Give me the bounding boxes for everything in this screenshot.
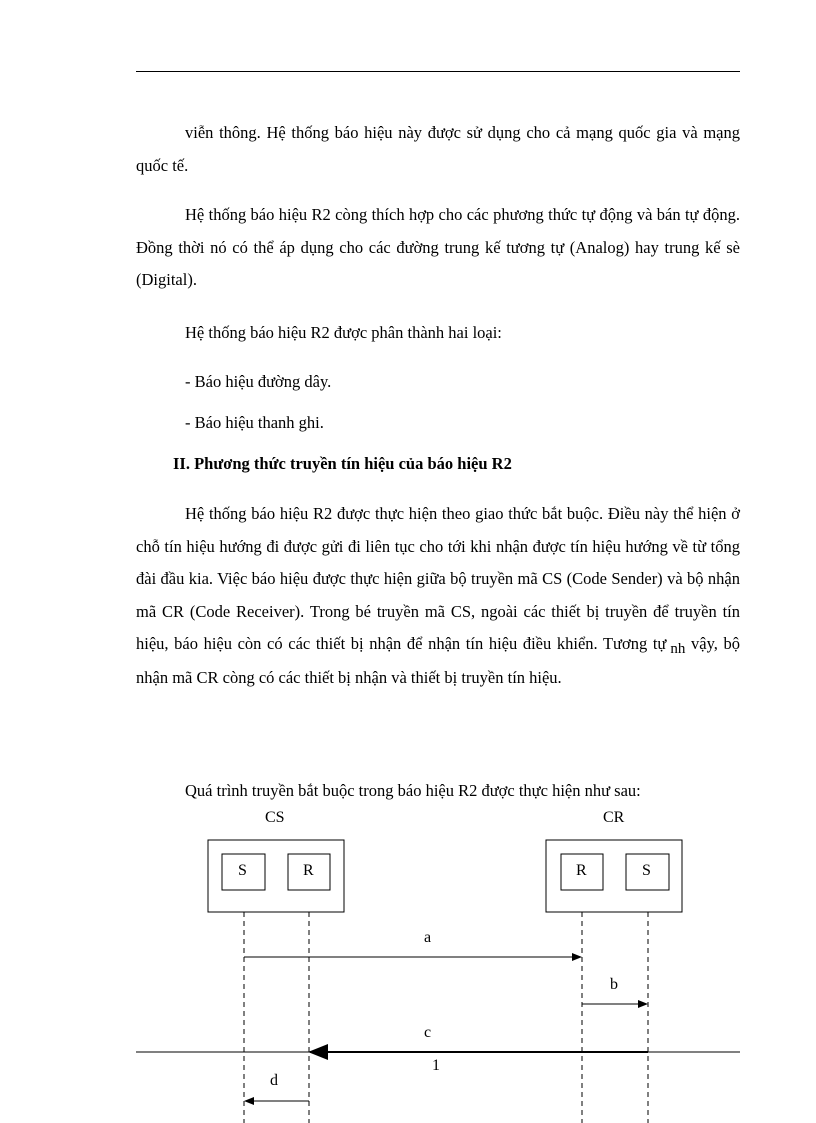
cs-r-label: R: [303, 862, 314, 879]
paragraph-4-text: Hệ thống báo hiệu R2 được thực hiện theo giao thức bắt buộc. Điều này thể hiện ở chỗ tín hiệu hướng đi được gửi đi liên tục cho tới khi nhận được tín hiệu hướng về từ tổng đài đầu kia. Việc báo hiệu được thực hiện giữa bộ truyền mã CS (Code Sender) và bộ nhận mã CR (Code Receiver). Trong bé truyền mã CS, ngoài các thiết bị truyền để truyền tín hiệu, báo hiệu còn có các thiết bị nhận để nhận tín hiệu điều khiển. Tương tự: [136, 504, 740, 653]
cr-r-label: R: [576, 862, 587, 879]
paragraph-3: Hệ thống báo hiệu R2 được phân thành hai loại:: [185, 323, 502, 342]
arrow-a-label: a: [424, 929, 432, 946]
arrow-c-label: c: [424, 1024, 432, 1041]
cr-s-label: S: [642, 862, 651, 879]
paragraph-1: viễn thông. Hệ thống báo hiệu này được sử dụng cho cả mạng quốc gia và mạng quốc tế.: [136, 123, 740, 175]
bullet-item-2: - Báo hiệu thanh ghi.: [185, 413, 324, 432]
cs-label: CS: [265, 809, 285, 826]
cs-box: [208, 840, 344, 912]
bullet-item-1: - Báo hiệu đường dây.: [185, 372, 332, 391]
arrow-b-label: b: [610, 976, 618, 993]
section-heading: II. Phương thức truyền tín hiệu của báo hiệu R2: [173, 454, 512, 473]
paragraph-5: Quá trình truyền bắt buộc trong báo hiệu R2 được thực hiện như sau:: [185, 781, 641, 800]
arrow-d-label: d: [270, 1072, 278, 1089]
cr-box: [546, 840, 682, 912]
paragraph-4-inline-fragment: nh: [670, 641, 686, 657]
paragraph-2: Hệ thống báo hiệu R2 còng thích hợp cho các phương thức tự động và bán tự động. Đồng thời nó có thể áp dụng cho các đường trung kế tương tự (Analog) hay trung kế sè (Digital).: [136, 205, 740, 289]
page-number: 1: [432, 1057, 440, 1074]
cr-label: CR: [603, 809, 625, 826]
cs-s-label: S: [238, 862, 247, 879]
paragraph-4-end: vậy, bộ nhận mã CR còng có các thiết bị nhận và thiết bị truyền tín hiệu.: [136, 634, 740, 687]
